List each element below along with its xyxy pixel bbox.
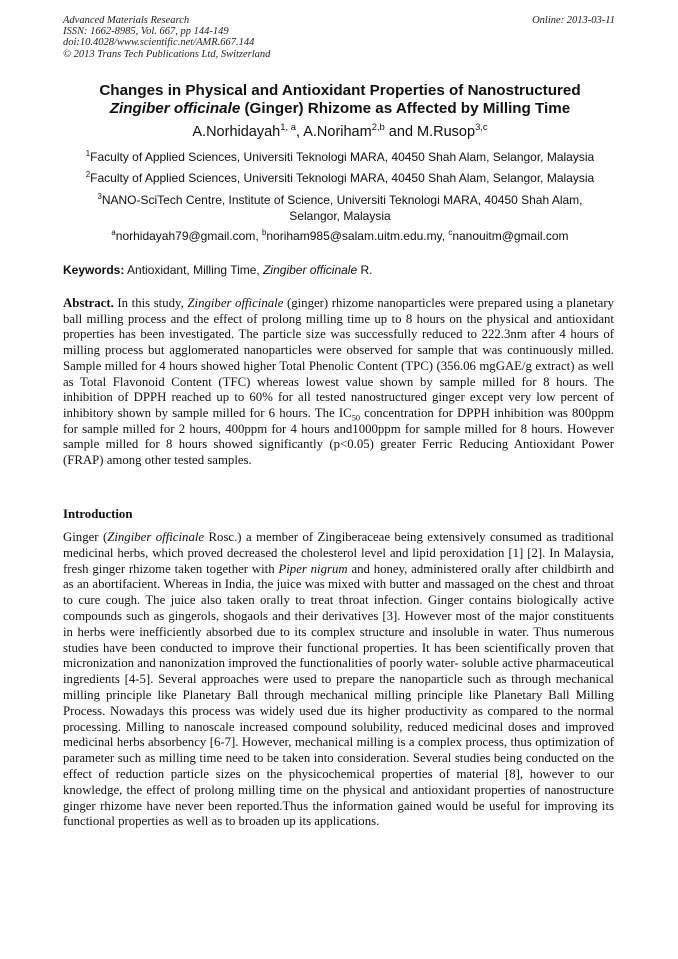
- affiliation-2-num: 2: [85, 170, 91, 179]
- doi-line: doi:10.4028/www.scientific.net/AMR.667.144: [63, 37, 255, 49]
- abstract-part-3: concentration for DPPH inhibition was 800ppm for sample milled for 2 hours, 400ppm for 4 hours and1000ppm for sample milled for 8 hours. However sample milled for 8 hours showed significantly (p<0.05) greater Ferric Reducing Antioxidant Power (FRAP) among other tested samples.: [63, 405, 614, 468]
- title-species: Zingiber officinale: [109, 100, 241, 117]
- affiliation-3-num: 3: [97, 192, 102, 201]
- running-header: [63, 15, 615, 60]
- paper-title: [40, 82, 640, 118]
- affiliation-1-num: 1: [85, 149, 91, 158]
- intro-part-3: and honey, administered orally after childbirth and as an abortifacient. Whereas in India, the juice was mixed with butter and massaged on the chest and throat to cure cough. The juice also taken orally to treat throat infection. Ginger contains biologically active compounds such as gingerols, shogaols and their derivatives [3]. However most of the major constituents in herbs were inefficiently absorbed due to its complex structure and insoluble in water. Thus numerous studies have been conducted to improve their functional properties. It has been scientifically proven that micronization and nanonization improved the functionalities of poorly water- soluble active pharmaceutical ingredients [4-5]. Several approaches were used to prepare the nanoparticle such as through mechanical milling principle like Planetary Ball through mechanical milling principle like Planetary Ball Milling Process. Nowadays this process was widely used due its higher productivity as compared to the normal processing. Milling to nanoscale increased compound solubility, reduced medicinal doses and improved medicinal herbs absorbency [6-7]. However, mechanical milling is a complex process, thus optimization of parameter such as milling time need to be taken into consideration. Several studies being conducted on the effect of reduction particle sizes on the physicochemical properties of material [8], however to our knowledge, the effect of prolong milling time on the physical and antioxidant properties of nanostructure ginger rhizome have never been reported.Thus the information gained would be useful for improving its functional properties as well as to broaden up its applications.: [63, 561, 614, 829]
- affiliation-1: [40, 149, 640, 165]
- keywords-tail: R.: [357, 263, 373, 277]
- email-c-mark: c: [448, 228, 453, 237]
- email-c[interactable]: nanouitm@gmail.com: [452, 229, 569, 243]
- issn-line: ISSN: 1662-8985, Vol. 667, pp 144-149: [63, 26, 229, 38]
- keywords-label: Keywords:: [63, 263, 125, 277]
- email-a-mark: a: [111, 228, 116, 237]
- affiliation-2: [40, 170, 640, 186]
- author-2-sup: 2,b: [371, 121, 385, 133]
- intro-part-2: Rosc.) a member of Zingiberaceae being extensively consumed as traditional medicinal herbs, which proved decreased the cholesterol level and lipid peroxidation [1] [2]. In Malaysia, fresh ginger rhizome taken together with: [63, 530, 614, 576]
- email-b-mark: b: [262, 228, 267, 237]
- abstract-species: Zingiber officinale: [187, 296, 284, 310]
- email-b[interactable]: noriham985@salam.uitm.edu.my,: [266, 229, 449, 243]
- author-and: and: [384, 124, 418, 140]
- email-a[interactable]: norhidayah79@gmail.com,: [115, 229, 263, 243]
- intro-species: Zingiber officinale: [107, 530, 205, 544]
- author-separator: ,: [295, 124, 304, 140]
- copyright-line: © 2013 Trans Tech Publications Ltd, Switzerland: [63, 48, 271, 60]
- keywords-text: Antioxidant, Milling Time,: [124, 263, 264, 277]
- online-date: Online: 2013-03-11: [532, 15, 615, 26]
- keywords-species: Zingiber officinale: [263, 263, 358, 277]
- affiliation-1-text: Faculty of Applied Sciences, Universiti Teknologi MARA, 40450 Shah Alam, Selangor, Malaysia: [90, 150, 595, 164]
- title-line-2-rest: (Ginger) Rhizome as Affected by Milling Time: [240, 100, 571, 117]
- author-list: [40, 123, 640, 141]
- title-line-1: Changes in Physical and Antioxidant Properties of Nanostructured: [99, 82, 581, 99]
- abstract-label: Abstract.: [63, 296, 114, 310]
- introduction-paragraph: [63, 530, 614, 830]
- abstract-part-2: (ginger) rhizome nanoparticles were prepared using a planetary ball milling process and the effect of prolong milling time up to 8 hours on the physical and antioxidant properties has been investigated. The particle size was successfully reduced to 222.3nm after 4 hours of milling process but agglomerated nanoparticles were observed for sample that was continuously milled. Sample milled for 4 hours showed higher Total Phenolic Content (TPC) (356.06 mgGAE/g extract) as well as Total Flavonoid Content (TFC) whereas lowest value shown by sample milled for 8 hours. The inhibition of DPPH reached up to 60% for all tested nanostructured ginger except very low percent of inhibitory shown by sample milled for 6 hours. The IC: [63, 296, 614, 420]
- author-3: M.Rusop: [417, 124, 476, 140]
- email-line: [40, 228, 640, 244]
- keywords: [63, 262, 615, 278]
- author-1-sup: 1, a: [280, 121, 296, 133]
- affiliation-2-text: Faculty of Applied Sciences, Universiti Teknologi MARA, 40450 Shah Alam, Selangor, Malaysia: [90, 171, 595, 185]
- introduction-heading: Introduction: [63, 507, 133, 521]
- affiliation-3: [40, 192, 640, 224]
- intro-piper: Piper nigrum: [278, 561, 348, 576]
- affiliation-3-line-2: Selangor, Malaysia: [289, 209, 391, 223]
- author-1: A.Norhidayah: [192, 124, 281, 140]
- title-line-2: [40, 100, 640, 118]
- affiliation-3-line-1: NANO-SciTech Centre, Institute of Science, Universiti Teknologi MARA, 40450 Shah Alam,: [101, 193, 583, 207]
- abstract-ic-subscript: 50: [351, 413, 360, 423]
- intro-part-1: Ginger (: [63, 530, 108, 544]
- author-3-sup: 3,c: [475, 121, 488, 133]
- abstract-part-1: In this study,: [113, 296, 188, 310]
- abstract-paragraph: [63, 296, 614, 469]
- author-2: A.Noriham: [303, 124, 372, 140]
- journal-name: Advanced Materials Research: [63, 15, 190, 26]
